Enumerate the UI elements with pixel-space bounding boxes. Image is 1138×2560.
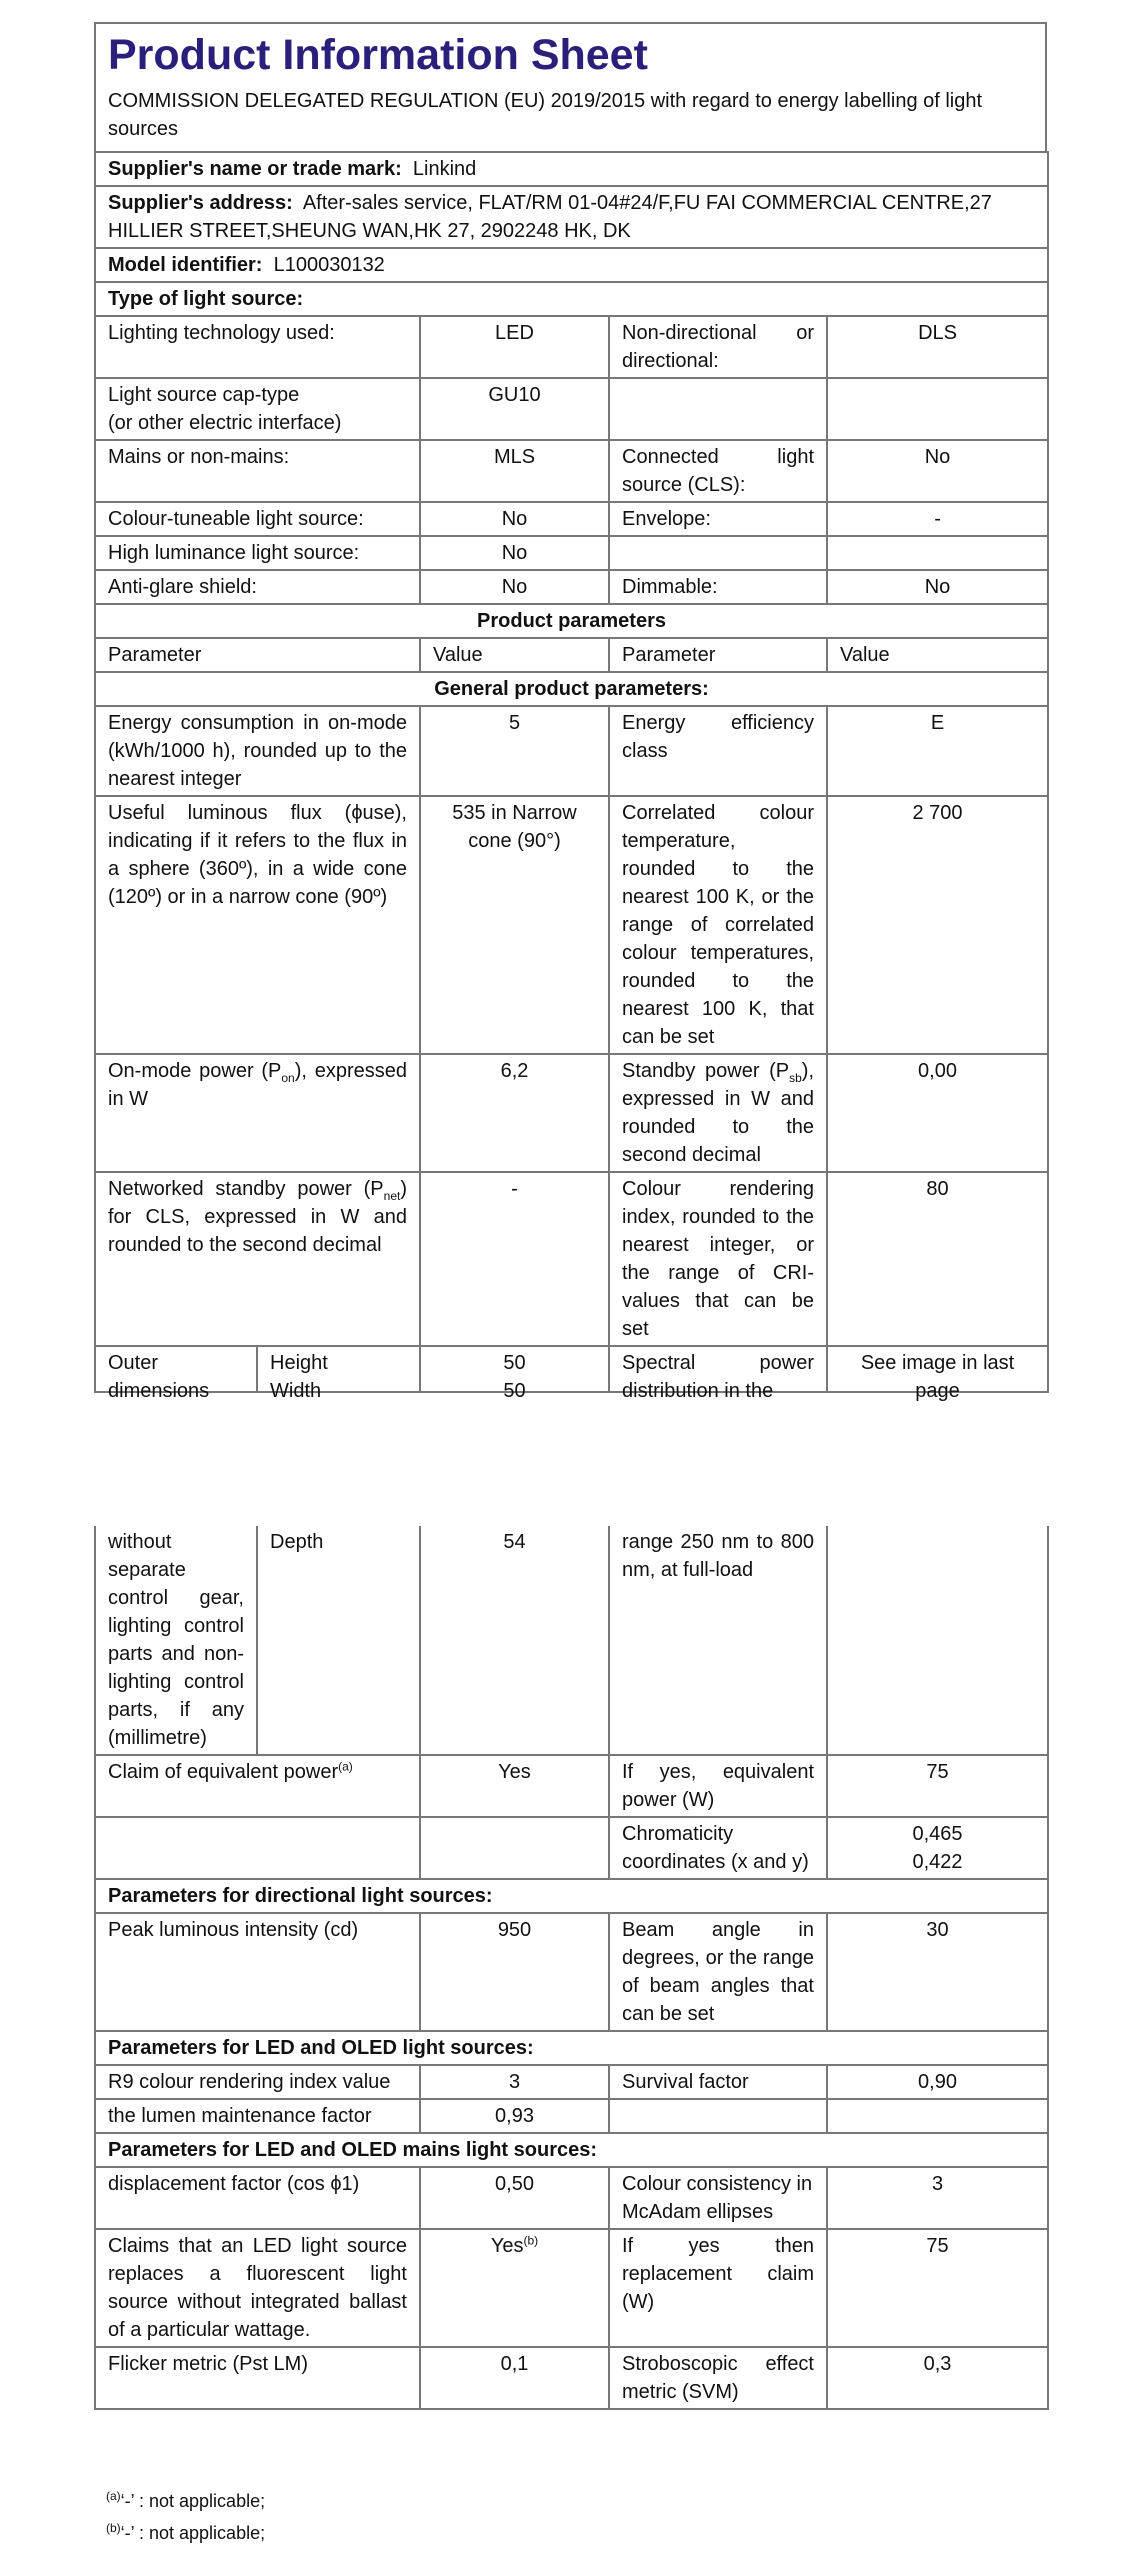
supplier-name-label: Supplier's name or trade mark: [108, 158, 402, 181]
cri-value: 80 [827, 1172, 1048, 1346]
type-row [95, 440, 1048, 502]
lumen-maintenance-value: 0,93 [420, 2099, 609, 2133]
footnote-text: ‘-’ : not applicable; [120, 2523, 266, 2543]
colour-consistency-value: 3 [827, 2167, 1048, 2229]
empty-cell [827, 1526, 1048, 1755]
networked-standby-value: - [420, 1172, 609, 1346]
info-table-1 [94, 151, 1049, 1403]
subscript: sb [789, 1071, 802, 1086]
networked-standby-label [95, 1172, 420, 1346]
type-param: Non-directional or directional: [609, 316, 827, 378]
equivalent-power-label [95, 1755, 420, 1817]
type-param: Lighting technology used: [95, 316, 420, 378]
type-row [95, 536, 1048, 570]
type-param: High luminance light source: [95, 536, 420, 570]
colour-temperature-label: Correlated colour temperature, rounded to the nearest 100 K, or the range of correlated colour temperatures, rounded to the nearest 100 K, that can be set [609, 796, 827, 1054]
model-identifier-value: L100030132 [273, 254, 385, 277]
type-row [95, 378, 1048, 440]
energy-consumption-row [95, 706, 1048, 796]
footnote-mark: (a) [338, 1759, 353, 1774]
dimension-labels-top [257, 1346, 420, 1403]
type-param: Dimmable: [609, 570, 827, 604]
directional-heading: Parameters for directional light sources: [95, 1879, 1048, 1913]
chromaticity-y: 0,422 [912, 1851, 963, 1873]
claims-label: Claims that an LED light source replaces a fluorescent light source without integrated ballast of a particular wattage. [95, 2229, 420, 2347]
flicker-value: 0,1 [420, 2347, 609, 2409]
displacement-row [95, 2167, 1048, 2229]
type-param: Colour-tuneable light source: [95, 502, 420, 536]
equivalent-power-value: Yes [420, 1755, 609, 1817]
type-value: - [827, 502, 1048, 536]
type-value: No [420, 570, 609, 604]
text: Standby power (P [622, 1060, 790, 1083]
width-value: 50 [503, 1380, 526, 1403]
column-header-row [95, 638, 1048, 672]
equivalent-power-w-value: 75 [827, 1755, 1048, 1817]
r9-value: 3 [420, 2065, 609, 2099]
type-value: MLS [420, 440, 609, 502]
type-row [95, 316, 1048, 378]
outer-dimensions-label-top [95, 1346, 257, 1403]
displacement-label: displacement factor (cos ϕ1) [95, 2167, 420, 2229]
colour-consistency-label: Colour consistency in McAdam ellipses [609, 2167, 827, 2229]
stroboscopic-value: 0,3 [827, 2347, 1048, 2409]
on-mode-power-value: 6,2 [420, 1054, 609, 1172]
column-header-parameter: Parameter [95, 638, 420, 672]
survival-factor-label: Survival factor [609, 2065, 827, 2099]
led-mains-heading: Parameters for LED and OLED mains light sources: [95, 2133, 1048, 2167]
empty-cell [420, 1817, 609, 1879]
peak-intensity-label: Peak luminous intensity (cd) [95, 1913, 420, 2031]
on-mode-power-row [95, 1054, 1048, 1172]
supplier-address-row [95, 186, 1048, 248]
outer-dimensions-row-cont [95, 1526, 1048, 1755]
page-title: Product Information Sheet [108, 31, 648, 79]
cap-type-label: Light source cap-type [108, 384, 300, 407]
cap-type-label-2: (or other electric interface) [108, 412, 342, 435]
depth-label: Depth [257, 1526, 420, 1755]
subscript: net [383, 1189, 401, 1204]
energy-consumption-value: 5 [420, 706, 609, 796]
supplier-name-row [95, 152, 1048, 186]
equivalent-power-w-label: If yes, equivalent power (W) [609, 1755, 827, 1817]
subscript: on [281, 1071, 295, 1086]
outer-dimensions-row-cut [95, 1346, 1048, 1392]
type-value: No [827, 440, 1048, 502]
standby-power-value: 0,00 [827, 1054, 1048, 1172]
type-value [827, 536, 1048, 570]
empty-cell [827, 2099, 1048, 2133]
led-heading: Parameters for LED and OLED light sources: [95, 2031, 1048, 2065]
type-value: DLS [827, 316, 1048, 378]
type-value: No [827, 570, 1048, 604]
footnote-b [106, 2517, 265, 2549]
footnote-mark: (b) [523, 2233, 539, 2248]
replacement-value: 75 [827, 2229, 1048, 2347]
text: On-mode power (P [108, 1060, 282, 1083]
outer-dimensions-label: without separate control gear, lighting control parts and non-lighting control parts, if any (millimetre) [95, 1526, 257, 1755]
spectral-label-top [609, 1346, 827, 1403]
type-param [609, 536, 827, 570]
chromaticity-row [95, 1817, 1048, 1879]
r9-label: R9 colour rendering index value [95, 2065, 420, 2099]
dimension-values-top [420, 1346, 609, 1403]
type-param [609, 378, 827, 440]
survival-factor-value: 0,90 [827, 2065, 1048, 2099]
luminous-flux-value: 535 in Narrow cone (90°) [420, 796, 609, 1054]
column-header-value: Value [827, 638, 1048, 672]
type-param: Anti-glare shield: [95, 570, 420, 604]
type-param [95, 378, 420, 440]
networked-standby-row [95, 1172, 1048, 1346]
footnote-a [106, 2485, 265, 2517]
type-section-heading: Type of light source: [95, 282, 1048, 316]
empty-cell [95, 1817, 420, 1879]
type-value: GU10 [420, 378, 609, 440]
type-value: No [420, 502, 609, 536]
depth-value: 54 [420, 1526, 609, 1755]
width-label: Width [270, 1380, 322, 1403]
type-value [827, 378, 1048, 440]
on-mode-power-label [95, 1054, 420, 1172]
type-row [95, 570, 1048, 604]
model-identifier-row [95, 248, 1048, 282]
text: Claim of equivalent power [108, 1761, 339, 1783]
chromaticity-label: Chromaticity coordinates (x and y) [609, 1817, 827, 1879]
supplier-address-label: Supplier's address: [108, 192, 293, 215]
height-label: Height [270, 1352, 328, 1375]
regulation-subtitle: COMMISSION DELEGATED REGULATION (EU) 2019/2015 with regard to energy labelling of light sources [108, 90, 983, 141]
spectral-label: range 250 nm to 800 nm, at full-load [609, 1526, 827, 1755]
energy-class-label: Energy efficiency class [609, 706, 827, 796]
luminous-flux-row [95, 796, 1048, 1054]
spectral-value [827, 1346, 1048, 1403]
lumen-maintenance-label: the lumen maintenance factor [95, 2099, 420, 2133]
chromaticity-x: 0,465 [912, 1823, 963, 1845]
model-identifier-label: Model identifier: [108, 254, 263, 277]
product-parameters-heading: Product parameters [95, 604, 1048, 638]
luminous-flux-label: Useful luminous flux (ϕuse), indicating if it refers to the flux in a sphere (360º), in a wide cone (120º) or in a narrow cone (90º) [95, 796, 420, 1054]
beam-angle-value: 30 [827, 1913, 1048, 2031]
empty-cell [609, 2099, 827, 2133]
stroboscopic-label: Stroboscopic effect metric (SVM) [609, 2347, 827, 2409]
energy-consumption-label: Energy consumption in on-mode (kWh/1000 h), rounded up to the nearest integer [95, 706, 420, 796]
column-header-value: Value [420, 638, 609, 672]
text: ), expressed in W [108, 1060, 407, 1111]
info-table-2 [94, 1526, 1049, 2410]
replacement-label: If yes then replacement claim (W) [609, 2229, 827, 2347]
column-header-parameter: Parameter [609, 638, 827, 672]
supplier-name-value: Linkind [412, 158, 477, 181]
sheet-page-2 [94, 1526, 1047, 2410]
peak-intensity-value: 950 [420, 1913, 609, 2031]
text: ) for CLS, expressed in W and rounded to the second decimal [108, 1178, 407, 1257]
type-param: Envelope: [609, 502, 827, 536]
flicker-row [95, 2347, 1048, 2409]
type-value: LED [420, 316, 609, 378]
lumen-maintenance-row [95, 2099, 1048, 2133]
text: Yes [490, 2235, 524, 2257]
claims-value [420, 2229, 609, 2347]
displacement-value: 0,50 [420, 2167, 609, 2229]
type-value: No [420, 536, 609, 570]
text: See image in last page [860, 1352, 1015, 1403]
cri-label: Colour rendering index, rounded to the nearest integer, or the range of CRI-values that can be set [609, 1172, 827, 1346]
peak-intensity-row [95, 1913, 1048, 2031]
r9-row [95, 2065, 1048, 2099]
text: ), expressed in W and rounded to the second decimal [622, 1060, 814, 1167]
text: Outer dimensions [108, 1352, 210, 1403]
page-break-gap [0, 1458, 1138, 1526]
text: Spectral power distribution in the [622, 1352, 814, 1403]
footnote-mark: (b) [106, 2521, 121, 2535]
beam-angle-label: Beam angle in degrees, or the range of beam angles that can be set [609, 1913, 827, 2031]
sheet-header [94, 22, 1047, 151]
height-value: 50 [503, 1352, 526, 1375]
footnotes [106, 2485, 265, 2549]
claims-row [95, 2229, 1048, 2347]
type-row [95, 502, 1048, 536]
footnote-text: ‘-’ : not applicable; [120, 2491, 266, 2511]
type-param: Mains or non-mains: [95, 440, 420, 502]
footnote-mark: (a) [106, 2489, 121, 2503]
chromaticity-value [827, 1817, 1048, 1879]
standby-power-label [609, 1054, 827, 1172]
colour-temperature-value: 2 700 [827, 796, 1048, 1054]
energy-class-value: E [827, 706, 1048, 796]
type-param: Connected light source (CLS): [609, 440, 827, 502]
sheet-page-1 [94, 22, 1047, 1403]
text: Networked standby power (P [108, 1178, 384, 1201]
supplier-address-value: After-sales service, FLAT/RM 01-04#24/F,FU FAI COMMERCIAL CENTRE,27 HILLIER STREET,SHEUNG WAN,HK 27, 2902248 HK, DK [108, 192, 992, 243]
flicker-label: Flicker metric (Pst LM) [95, 2347, 420, 2409]
equivalent-power-row [95, 1755, 1048, 1817]
general-parameters-heading: General product parameters: [95, 672, 1048, 706]
